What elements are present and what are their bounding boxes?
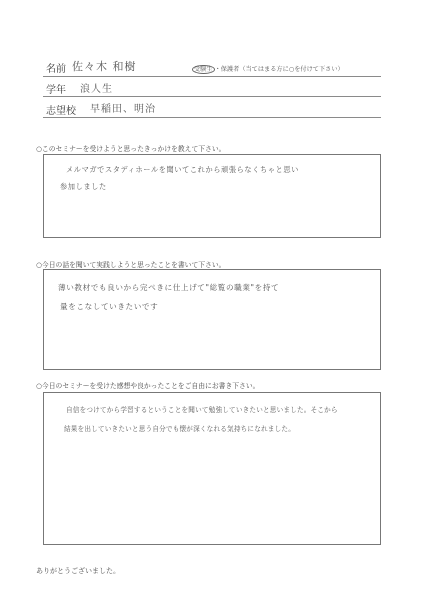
name-value: 佐々木 和樹 (72, 60, 137, 73)
grade-label: 学年 (46, 85, 66, 96)
grade-value: 浪人生 (80, 84, 113, 95)
question-3-answer-line-2: 結果を出していきたいと思う自分でも懐が深くなれる気持ちになれました。 (64, 425, 295, 433)
question-2-prompt: ○今日の話を聞いて実践しようと思ったことを書いて下さい。 (36, 261, 226, 269)
school-underline (43, 117, 381, 118)
name-underline (43, 76, 381, 77)
question-1-prompt: ○このセミナーを受けようと思ったきっかけを教えて下さい。 (36, 145, 226, 153)
role-selector: 受験生 ・保護者（当てはまる方に○を付けて下さい） (194, 66, 344, 73)
question-1-answer-line-1: メルマガでスタディホールを聞いてこれから頑張らなくちゃと思い (66, 165, 299, 174)
thank-you-message: ありがとうございました。 (36, 567, 120, 575)
school-label: 志望校 (46, 106, 76, 117)
question-3-answer-line-1: 自信をつけてから学習するということを聞いて勉強していきたいと思いました。そこから (66, 406, 338, 414)
question-2-answer-line-2: 量をこなしていきたいです (60, 302, 159, 311)
role-instruction: （当てはまる方に○を付けて下さい） (239, 66, 344, 73)
question-2-answer-line-1: 薄い教材でも良いから完ぺきに仕上げて"総覧の職業"を持て (58, 283, 280, 292)
name-label: 名前 (46, 64, 66, 75)
grade-underline (43, 96, 381, 97)
role-option-guardian: 保護者 (220, 66, 240, 73)
question-1-answer-line-2: 参加しました (60, 182, 107, 191)
school-value: 早稲田、明治 (90, 104, 156, 115)
role-option-student: 受験生 (194, 66, 213, 73)
question-3-prompt: ○今日のセミナーを受けた感想や良かったことをご自由にお書き下さい。 (36, 382, 260, 390)
